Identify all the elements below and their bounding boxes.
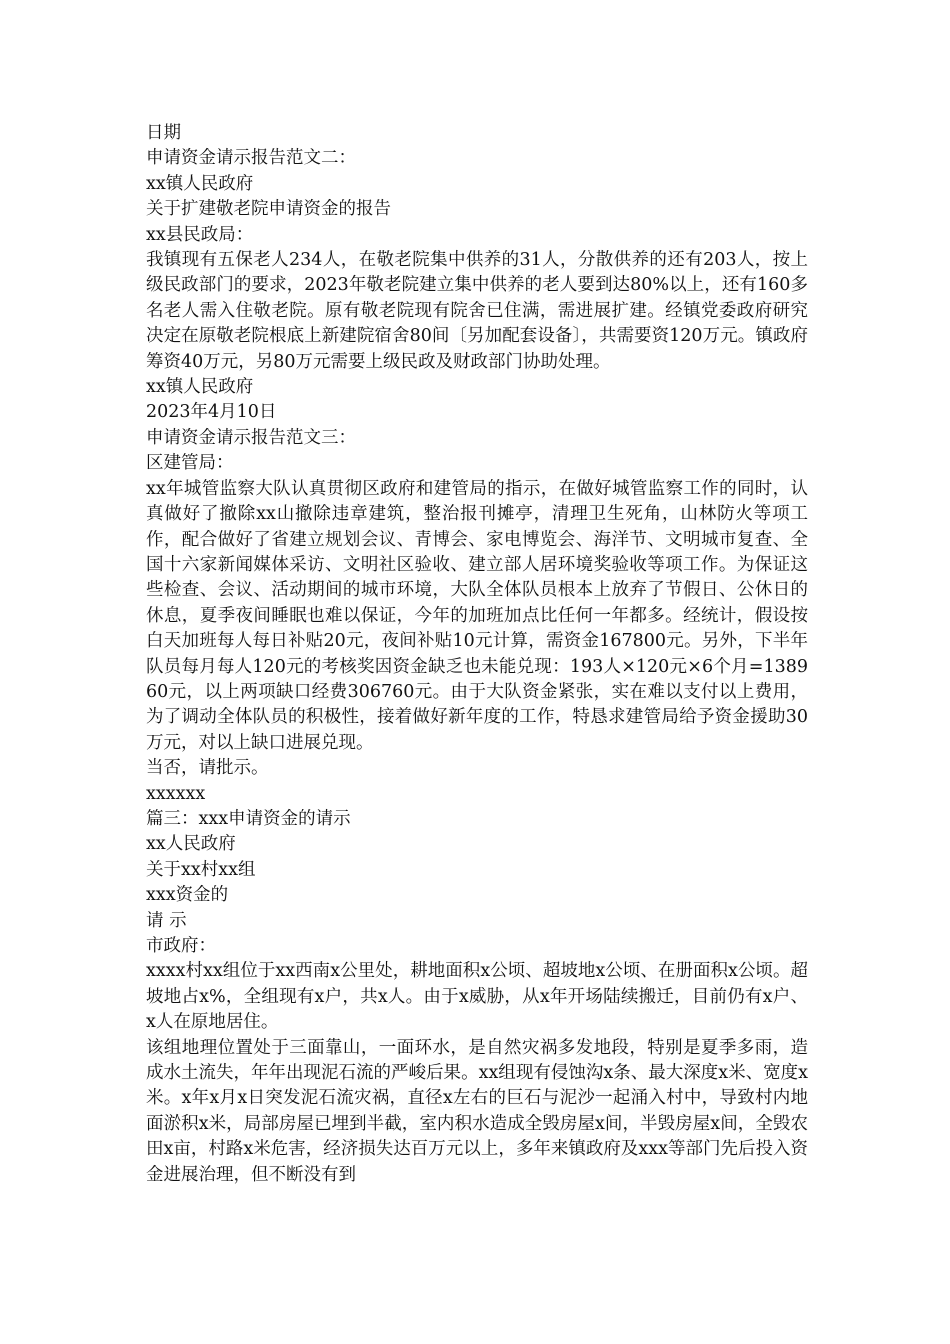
request-line: 请 示 [146,910,187,931]
body-paragraph-disaster: 该组地理位置处于三面靠山，一面环水，是自然灾祸多发地段，特别是夏季多雨，造成水土流失，年年出现泥石流的严峻后果。xx组现有侵蚀沟x条、最大深度x米、宽度x米。x年x月x日突发泥石流灾祸，直径x左右的巨石与泥沙一起涌入村中，导致村内地面淤积x米，局部房屋已埋到半截，室内积水造成全毁房屋x间，半毁房屋x间，全毁农田x亩，村路x米危害，经济损失达百万元以上，多年来镇政府及xxx等部门先后投入资金进展治理，但不断没有到 [146,1037,808,1185]
sample2-title: 申请资金请示报告范文二： [146,148,356,169]
about-line: 关于xx村xx组 [146,859,256,880]
closing-line: 当否，请批示。 [146,758,269,779]
town-government-heading: xx镇人民政府 [146,173,254,194]
body-paragraph-village-group: xxxx村xx组位于xx西南x公里处，耕地面积x公顷、超坡地x公顷、在册面积x公顷。超坡地占x%，全组现有x户，共x人。由于x威胁，从x年开场陆续搬迁，目前仍有x户、x人在原地居住。 [146,961,808,1033]
signature-placeholder: xxxxxx [146,783,206,804]
body-paragraph-nursing-home: 我镇现有五保老人234人，在敬老院集中供养的31人，分散供养的还有203人，按上级民政部门的要求，2023年敬老院建立集中供养的老人要到达80%以上，还有160多名老人需入住敬老院。原有敬老院现有院舍已住满，需进展扩建。经镇党委政府研究决定在原敬老院根底上新建院宿舍80间〔另加配套设备〕，共需要资120万元。镇政府筹资40万元，另80万元需要上级民政及财政部门协助处理。 [146,250,808,372]
addressee-city-government: 市政府： [146,936,216,956]
report-date: 2023年4月10日 [146,402,277,423]
report-title: 关于扩建敬老院申请资金的报告 [146,199,391,220]
town-government-signature: xx镇人民政府 [146,377,254,398]
date-label: 日期 [146,123,181,143]
addressee-county-bureau: xx县民政局： [146,224,254,245]
sample3-title: 申请资金请示报告范文三： [146,427,356,448]
body-paragraph-city-management: xx年城管监察大队认真贯彻区政府和建管局的指示，在做好城管监察工作的同时，认真做好了撤除xx山撤除违章建筑，整治报刊摊亭，清理卫生死角，山林防火等项工作，配合做好了省建立规划会议、青博会、家电博览会、海洋节、文明城市复查、全国十六家新闻媒体采访、文明社区验收、建立部人居环境奖验收等项工作。为保证这些检查、会议、活动期间的城市环境，大队全体队员根本上放弃了节假日、公休日的休息，夏季夜间睡眠也难以保证，今年的加班加点比任何一年都多。经统计，假设按白天加班每人每日补贴20元，夜间补贴10元计算，需资金167800元。另外，下半年队员每月每人120元的考核奖因资金缺乏也未能兑现：193人×120元×6个月=138960元，以上两项缺口经费306760元。由于大队资金紧张，实在难以支付以上费用，为了调动全体队员的积极性，接着做好新年度的工作，特恳求建管局给予资金援助30万元，对以上缺口进展兑现。 [146,478,808,753]
document-page [146,121,808,1188]
people-government-heading: xx人民政府 [146,834,236,855]
part3-title: 篇三：xxx申请资金的请示 [146,808,351,829]
addressee-construction-bureau: 区建管局： [146,453,234,474]
funds-line: xxx资金的 [146,885,229,906]
